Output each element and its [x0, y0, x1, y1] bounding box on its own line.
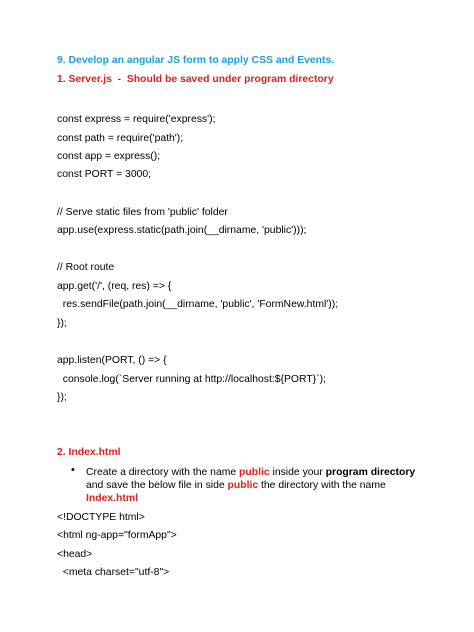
keyword-public: public — [239, 467, 270, 478]
code-line: app.listen(PORT, () => { — [57, 355, 167, 366]
code-comment: // Root route — [57, 262, 115, 273]
code-line: }); — [57, 318, 67, 329]
keyword-index-html: Index.html — [86, 493, 138, 504]
instruction-text: Create a directory with the name — [86, 467, 240, 478]
code-line: <meta charset="utf-8"> — [57, 567, 170, 578]
section-title-server: 1. Server.js - Should be saved under program directory — [57, 74, 334, 85]
code-line: const app = express(); — [57, 151, 161, 162]
code-line: console.log(`Server running at http://localhost:${PORT}`); — [57, 374, 326, 385]
code-line: const express = require('express'); — [57, 114, 216, 125]
bullet-icon: • — [71, 464, 75, 476]
instruction-text: and save the below file in side — [86, 480, 228, 491]
page-heading: 9. Develop an angular JS form to apply CSS and Events. — [57, 55, 335, 66]
instruction-paragraph — [86, 466, 426, 505]
instruction-text: inside your — [269, 467, 326, 478]
code-comment: // Serve static files from 'public' folder — [57, 207, 228, 218]
code-line: }); — [57, 392, 67, 403]
code-line: const PORT = 3000; — [57, 169, 152, 180]
instruction-text: the directory with the name — [258, 480, 386, 491]
code-line: app.get('/', (req, res) => { — [57, 281, 172, 292]
code-line: <html ng-app="formApp"> — [57, 530, 177, 541]
code-line: const path = require('path'); — [57, 133, 184, 144]
keyword-public: public — [227, 480, 259, 491]
code-line: res.sendFile(path.join(__dirname, 'public', 'FormNew.html')); — [57, 299, 339, 310]
code-line: <head> — [57, 549, 93, 560]
code-line: app.use(express.static(path.join(__dirname, 'public'))); — [57, 225, 307, 236]
code-line: <!DOCTYPE html> — [57, 512, 145, 523]
keyword-program-directory: program directory — [325, 467, 416, 478]
section-title-index: 2. Index.html — [57, 447, 121, 458]
